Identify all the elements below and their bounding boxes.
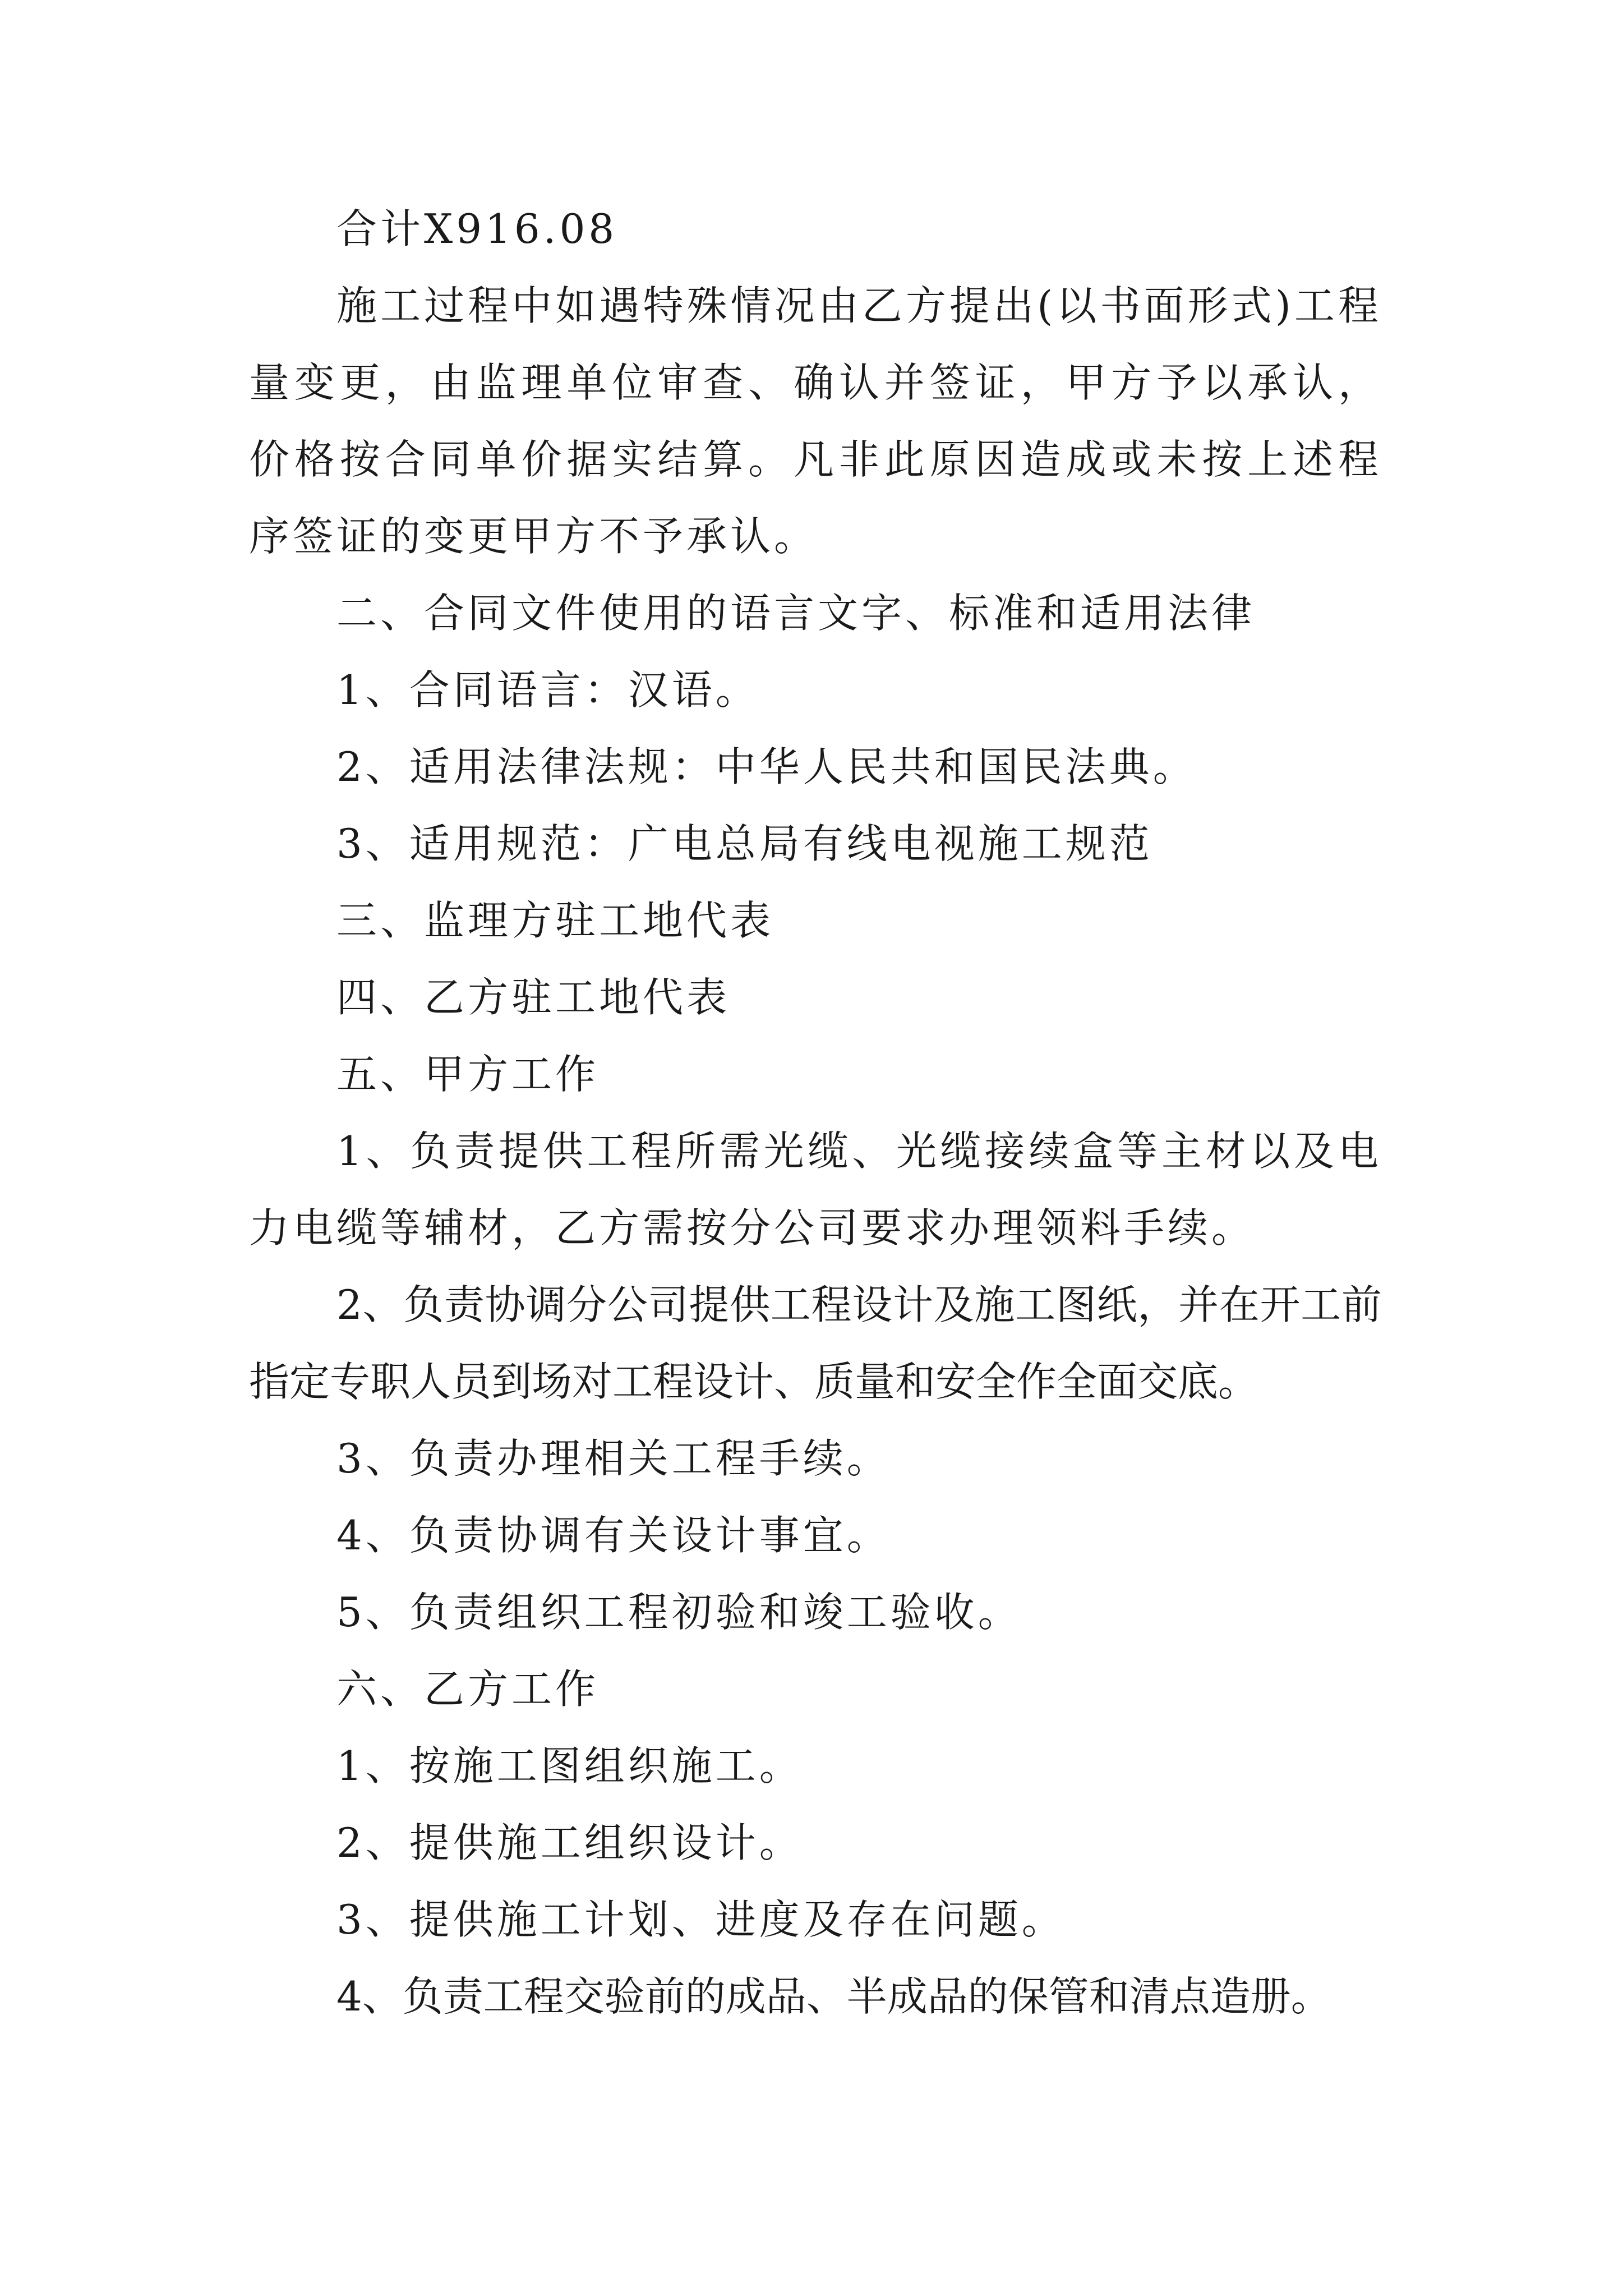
list-item: 2、提供施工组织设计。	[336, 1819, 803, 1866]
paragraph-quantity-change: 施工过程中如遇特殊情况由乙方提出(以书面形式)工程量变更，由监理单位审查、确认并签证，甲方予以承认，价格按合同单价据实结算。凡非此原因造成或未按上述程序签证的变更甲方不予承认。	[249, 282, 1382, 560]
list-item: 1、负责提供工程所需光缆、光缆接续盒等主材以及电力电缆等辅材，乙方需按分公司要求办理领料手续。	[249, 1128, 1382, 1251]
list-item: 4、负责协调有关设计事宜。	[336, 1512, 891, 1559]
section-heading-6: 六、乙方工作	[336, 1665, 600, 1713]
list-item: 3、提供施工计划、进度及存在问题。	[336, 1896, 1066, 1943]
list-item: 1、按施工图组织施工。	[336, 1742, 803, 1789]
list-item: 4、负责工程交验前的成品、半成品的保管和清点造册。	[336, 1973, 1331, 2020]
list-item: 3、适用规范：广电总局有线电视施工规范	[336, 820, 1153, 867]
list-item: 2、负责协调分公司提供工程设计及施工图纸，并在开工前指定专职人员到场对工程设计、质量和安全作全面交底。	[249, 1281, 1382, 1405]
list-item: 2、适用法律法规：中华人民共和国民法典。	[336, 743, 1197, 790]
section-heading-5: 五、甲方工作	[336, 1051, 600, 1098]
list-item: 3、负责办理相关工程手续。	[336, 1435, 891, 1482]
section-heading-4: 四、乙方驻工地代表	[336, 974, 731, 1021]
document-body	[249, 191, 1382, 2035]
list-item: 5、负责组织工程初验和竣工验收。	[336, 1589, 1022, 1636]
section-heading-2: 二、合同文件使用的语言文字、标准和适用法律	[336, 590, 1256, 637]
total-line: 合计X916.08	[336, 205, 618, 252]
list-item: 1、合同语言：汉语。	[336, 666, 759, 714]
section-heading-3: 三、监理方驻工地代表	[336, 897, 774, 944]
